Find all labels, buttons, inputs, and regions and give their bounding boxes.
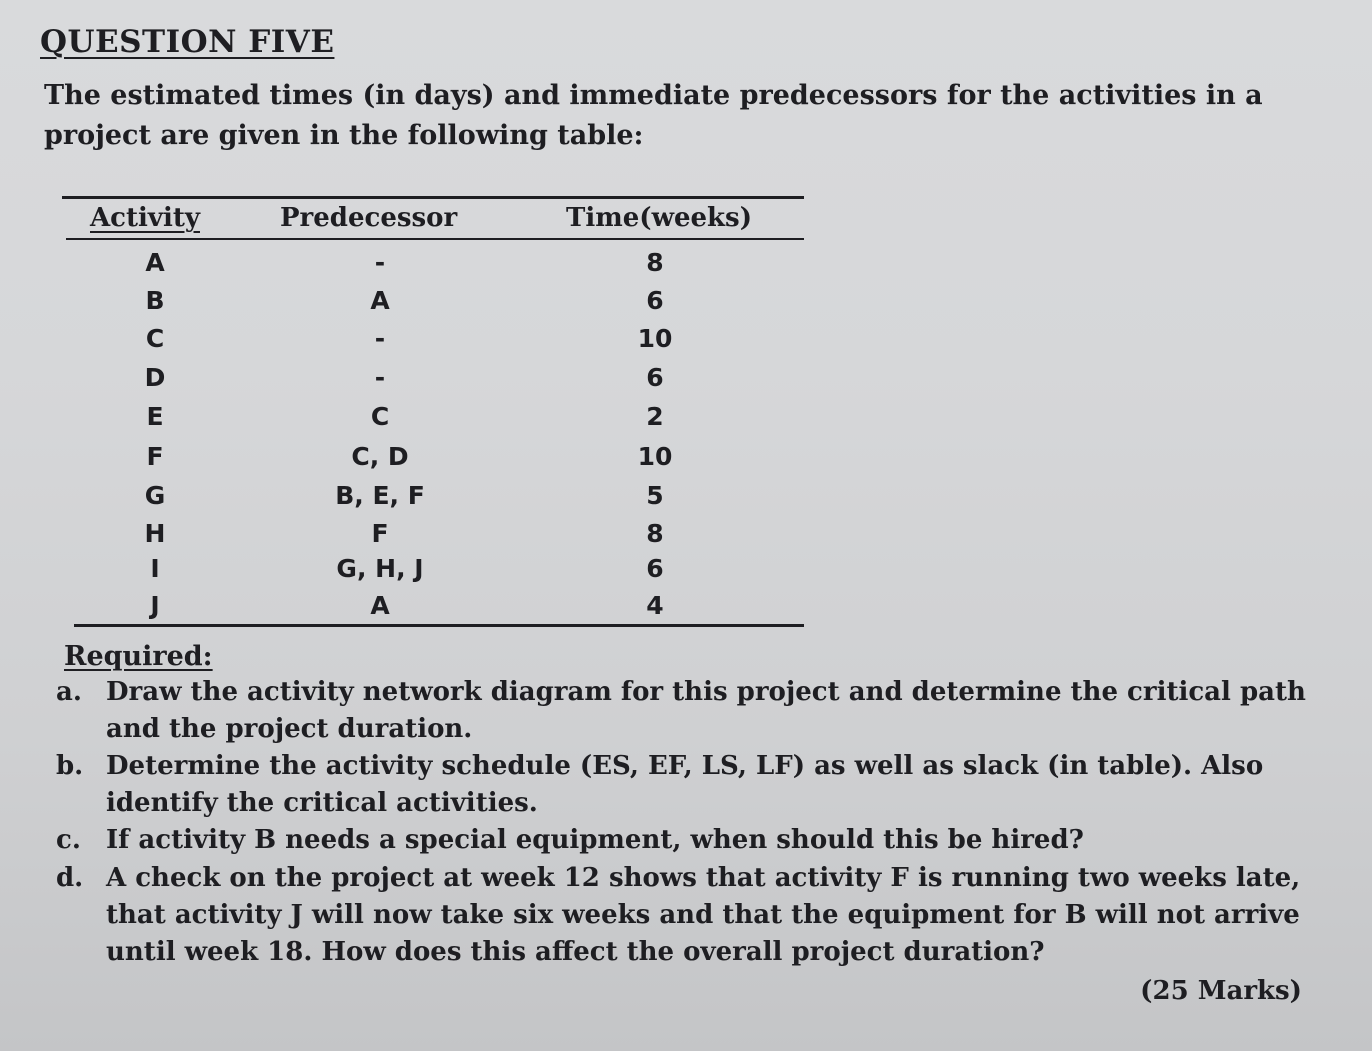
required-title: Required:: [64, 641, 213, 672]
predecessor-cell: C, D: [351, 442, 409, 471]
predecessor-cell: C: [370, 402, 390, 431]
marks-label: (25 Marks): [1140, 976, 1302, 1006]
predecessor-cell: -: [374, 248, 386, 277]
time-cell: 10: [637, 442, 673, 471]
required-item-d: [56, 860, 1346, 971]
required-item-a: [56, 674, 1346, 748]
item-text: Draw the activity network diagram for this project and determine the critical path and the project duration.: [106, 677, 1306, 744]
item-text: A check on the project at week 12 shows that activity F is running two weeks late, that activity J will now take six weeks and that the equipment for B will not arrive until week 18. How does this affect the overall project duration?: [106, 863, 1301, 967]
activity-cell: H: [144, 519, 166, 548]
time-cell: 6: [646, 363, 664, 392]
required-item-c: [56, 822, 1346, 859]
item-letter: a.: [56, 677, 82, 707]
item-text: Determine the activity schedule (ES, EF, LS, LF) as well as slack (in table). Also identify the critical activities.: [106, 751, 1264, 818]
predecessor-cell: -: [374, 363, 386, 392]
predecessor-cell: -: [374, 324, 386, 353]
required-item-b: [56, 748, 1346, 822]
header-predecessor: Predecessor: [280, 203, 458, 233]
time-cell: 6: [646, 286, 664, 315]
item-text: If activity B needs a special equipment, when should this be hired?: [106, 825, 1084, 855]
predecessor-cell: A: [370, 286, 390, 315]
question-intro: The estimated times (in days) and immediate predecessors for the activities in a project are given in the following table:: [44, 80, 1263, 151]
header-activity: Activity: [90, 203, 200, 233]
activity-cell: F: [146, 442, 164, 471]
activity-cell: C: [145, 324, 165, 353]
activity-cell: D: [144, 363, 166, 392]
activity-cell: I: [150, 554, 160, 583]
time-cell: 8: [646, 519, 664, 548]
table-top-rule: [62, 196, 804, 199]
question-heading: QUESTION FIVE: [40, 24, 335, 60]
activity-cell: B: [145, 286, 165, 315]
activity-cell: J: [150, 591, 160, 620]
predecessor-cell: B, E, F: [335, 481, 425, 510]
predecessor-cell: G, H, J: [336, 554, 424, 583]
item-letter: c.: [56, 825, 81, 855]
header-time: Time(weeks): [566, 203, 752, 233]
activity-cell: E: [146, 402, 164, 431]
predecessor-cell: A: [370, 591, 390, 620]
predecessor-cell: F: [371, 519, 389, 548]
time-cell: 4: [646, 591, 664, 620]
activity-cell: A: [145, 248, 165, 277]
time-cell: 2: [646, 402, 664, 431]
item-letter: b.: [56, 751, 84, 781]
time-cell: 6: [646, 554, 664, 583]
time-cell: 10: [637, 324, 673, 353]
activity-cell: G: [144, 481, 166, 510]
item-letter: d.: [56, 863, 84, 893]
time-cell: 8: [646, 248, 664, 277]
time-cell: 5: [646, 481, 664, 510]
table-header-rule: [66, 238, 804, 240]
